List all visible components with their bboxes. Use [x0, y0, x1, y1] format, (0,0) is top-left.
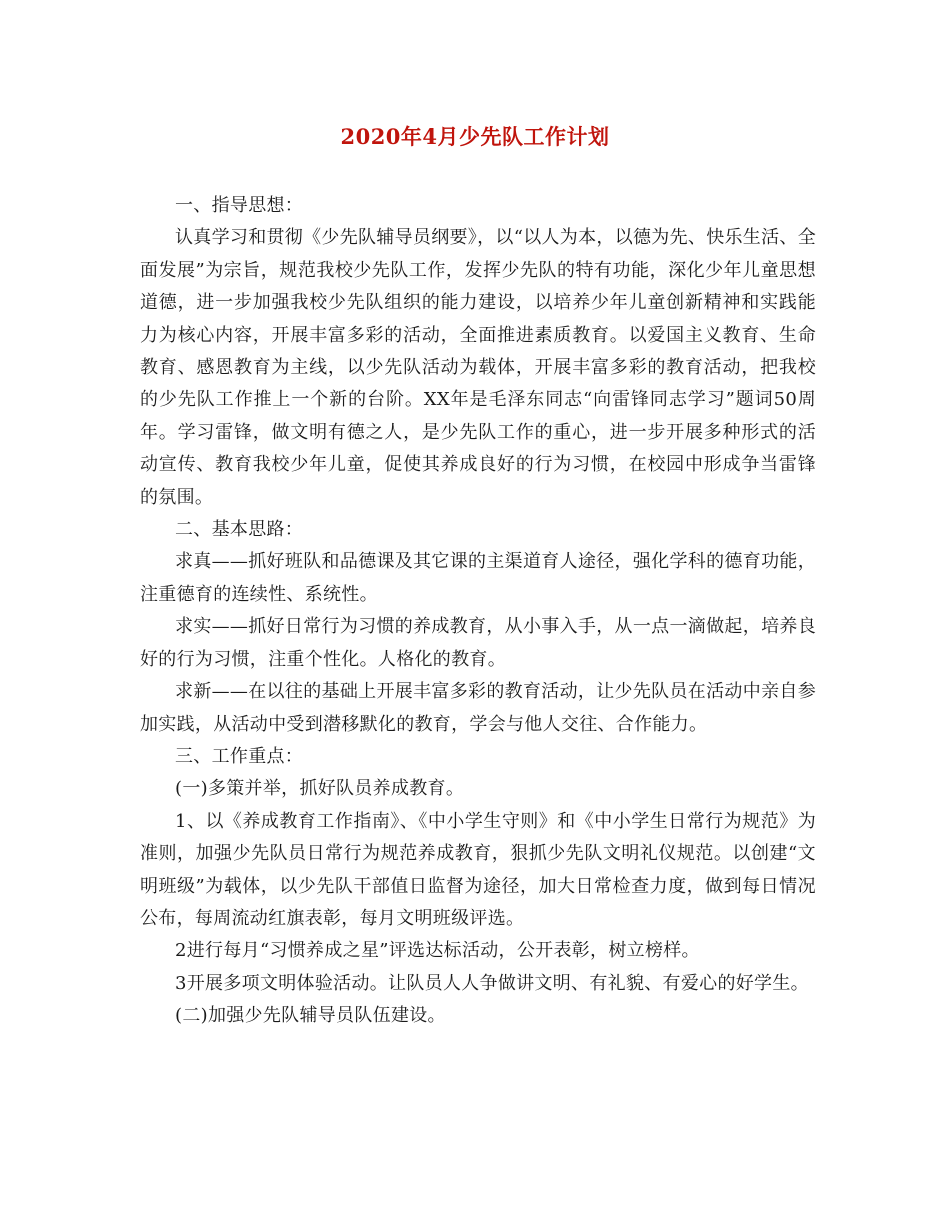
paragraph-guiding-ideology: 认真学习和贯彻《少先队辅导员纲要》，以“以人为本，以德为先、快乐生活、全面发展”为宗旨，规范我校少先队工作，发挥少先队的特有功能，深化少年儿童思想道德，进一步加强我校少先队组织的能力建设，以培养少年儿童创新精神和实践能力为核心内容，开展丰富多彩的活动，全面推进素质教育。以爱国主义教育、生命教育、感恩教育为主线，以少先队活动为载体，开展丰富多彩的教育活动，把我校的少先队工作推上一个新的台阶。XX年是毛泽东同志“向雷锋同志学习”题词50周年。学习雷锋，做文明有德之人，是少先队工作的重心，进一步开展多种形式的活动宣传、教育我校少年儿童，促使其养成良好的行为习惯，在校园中形成争当雷锋的氛围。: [140, 227, 816, 508]
paragraph-seek-truth: 求真——抓好班队和品德课及其它课的主渠道育人途径，强化学科的德育功能，注重德育的连续性、系统性。: [140, 551, 816, 605]
document-body: [140, 190, 816, 1033]
list-item-2: 2进行每月“习惯养成之星”评选达标活动，公开表彰，树立榜样。: [175, 940, 700, 962]
subheading-habit-education: (一)多策并举，抓好队员养成教育。: [175, 778, 465, 800]
document-title: 2020年4月少先队工作计划: [340, 124, 610, 149]
section-heading-work-focus: 三、工作重点：: [175, 745, 304, 767]
paragraph-seek-innovation: 求新——在以往的基础上开展丰富多彩的教育活动，让少先队员在活动中亲自参加实践，从活动中受到潜移默化的教育，学会与他人交往、合作能力。: [140, 681, 816, 735]
subheading-counselor-team: (二)加强少先队辅导员队伍建设。: [175, 1005, 446, 1027]
list-item-1: 1、以《养成教育工作指南》、《中小学生守则》和《中小学生日常行为规范》为准则，加强少先队员日常行为规范养成教育，狠抓少先队文明礼仪规范。以创建“文明班级”为载体，以少先队干部值日监督为途径，加大日常检查力度，做到每日情况公布，每周流动红旗表彰，每月文明班级评选。: [140, 810, 816, 929]
section-heading-basic-approach: 二、基本思路：: [175, 519, 304, 541]
section-heading-guiding-ideology: 一、指导思想：: [175, 195, 304, 216]
paragraph-seek-practicality: 求实——抓好日常行为习惯的养成教育，从小事入手，从一点一滴做起，培养良好的行为习惯，注重个性化。人格化的教育。: [140, 616, 816, 670]
list-item-3: 3开展多项文明体验活动。让队员人人争做讲文明、有礼貌、有爱心的好学生。: [175, 972, 809, 994]
